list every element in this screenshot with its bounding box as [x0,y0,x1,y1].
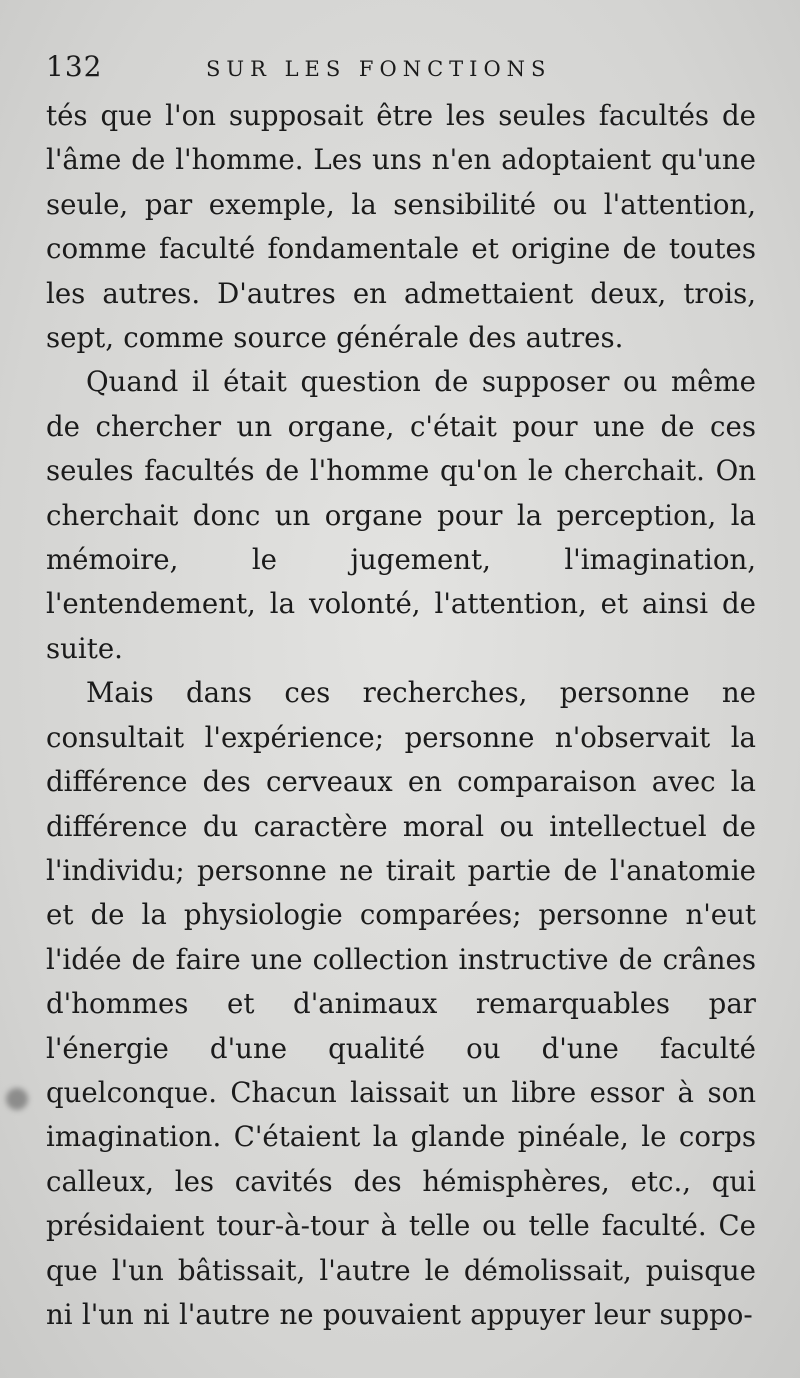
paragraph-3: Mais dans ces recherches, personne ne consultait l'expérience; personne n'observait la différence des cerveaux en comparaison avec la différence du caractère moral ou intellectuel de l'individu; personne ne tirait partie de l'anatomie et de la physiologie comparées; personne n'eut l'idée de faire une collection instructive de crânes d'hommes et d'animaux remarquables par l'énergie d'une qualité ou d'une faculté quelconque. Chacun laissait un libre essor à son imagination. C'étaient la glande pinéale, le corps calleux, les cavités des hémisphères, etc., qui présidaient tour-à-tour à telle ou telle faculté. Ce que l'un bâtissait, l'autre le démolissait, puisque ni l'un ni l'autre ne pouvaient appuyer leur suppo- [46,676,756,1331]
page-number: 132 [46,50,103,83]
ink-smudge [6,1088,28,1110]
body-text [46,94,756,1337]
paragraph-1: tés que l'on supposait être les seules facultés de l'âme de l'homme. Les uns n'en adoptaient qu'une seule, par exemple, la sensibilité ou l'attention, comme faculté fondamentale et origine de toutes les autres. D'autres en admettaient deux, trois, sept, comme source générale des autres. [46,99,756,355]
paragraph-2: Quand il était question de supposer ou même de chercher un organe, c'était pour une de ces seules facultés de l'homme qu'on le cherchait. On cherchait donc un organe pour la perception, la mémoire, le jugement, l'imagination, l'entendement, la volonté, l'attention, et ainsi de suite. [46,365,756,665]
running-head [46,50,756,90]
running-title: SUR LES FONCTIONS [206,57,552,81]
